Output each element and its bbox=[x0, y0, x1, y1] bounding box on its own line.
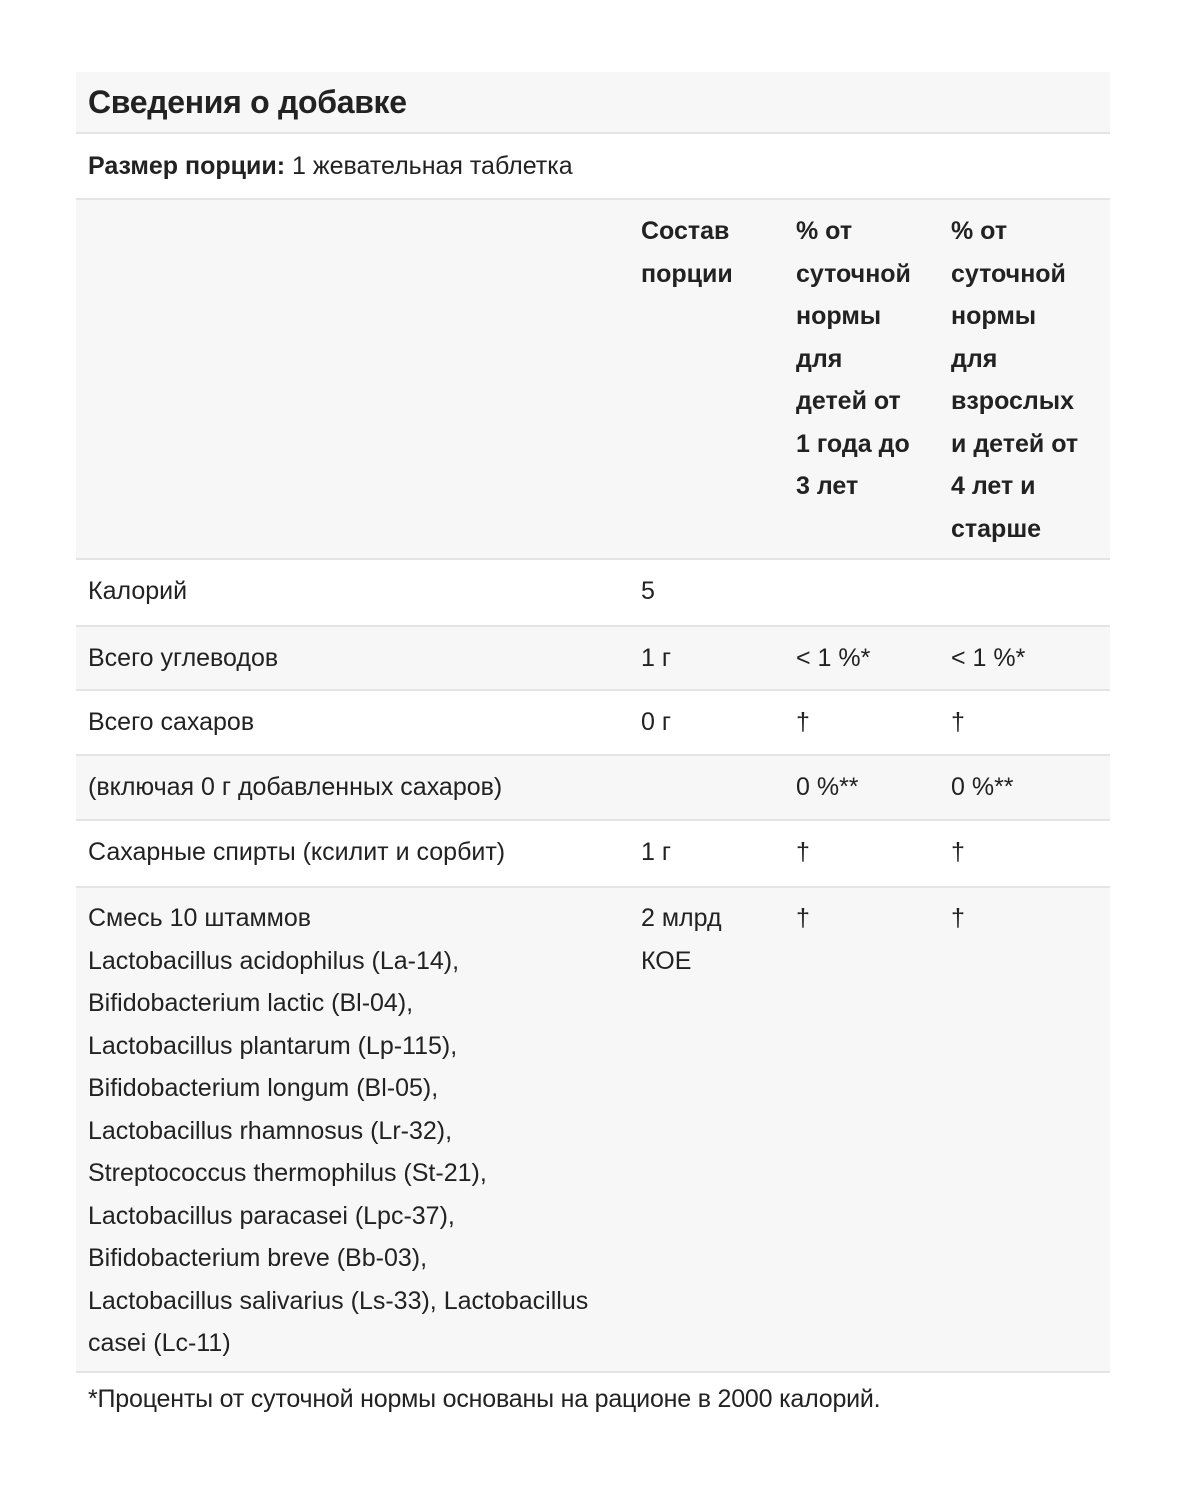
panel-title: Сведения о добавке bbox=[88, 83, 407, 120]
serving-size-label: Размер порции: bbox=[88, 151, 286, 180]
blend-dv-children: † bbox=[796, 904, 810, 932]
nutrient-name: Калорий bbox=[88, 577, 188, 605]
header-amount: Состав порции bbox=[641, 217, 733, 288]
nutrient-dv-children: † bbox=[796, 708, 810, 736]
probiotic-blend-row bbox=[76, 888, 1110, 1373]
nutrient-dv-children: 0 %** bbox=[796, 773, 859, 801]
serving-size-value: 1 жевательная таблетка bbox=[292, 151, 573, 180]
nutrient-dv-children: † bbox=[796, 838, 810, 866]
nutrient-amount: 1 г bbox=[641, 644, 671, 672]
nutrient-amount: 1 г bbox=[641, 838, 671, 866]
nutrient-amount: 0 г bbox=[641, 708, 671, 736]
nutrient-amount: 5 bbox=[641, 577, 655, 605]
nutrient-dv-adults: < 1 %* bbox=[951, 644, 1026, 672]
blend-dv-adults: † bbox=[951, 904, 965, 932]
nutrient-name: Всего углеводов bbox=[88, 644, 279, 672]
blend-strain-list: Смесь 10 штаммов Lactobacillus acidophilus (La-14), Bifidobacterium lactic (Bl-04), Lactobacillus plantarum (Lp-115), Bifidobacterium longum (Bl-05), Lactobacillus rhamnosus (Lr-32), Streptococcus thermophilus (St-21), Lactobacillus paracasei (Lpc-37), Bifidobacterium breve (Bb-03), Lactobacillus salivarius (Ls-33), Lactobacillus casei (Lc-11) bbox=[88, 904, 589, 1357]
nutrient-dv-children bbox=[796, 570, 951, 625]
nutrient-dv-adults bbox=[951, 570, 1110, 625]
table-row bbox=[76, 756, 1110, 821]
daily-value-footnote: *Проценты от суточной нормы основаны на рационе в 2000 калорий. bbox=[88, 1385, 881, 1413]
nutrient-dv-adults: † bbox=[951, 838, 965, 866]
header-dv-adults: % от суточной нормы для взрослых и детей от 4 лет и старше bbox=[951, 217, 1079, 543]
table-row bbox=[76, 627, 1110, 691]
table-row bbox=[76, 560, 1110, 627]
nutrient-dv-adults: † bbox=[951, 708, 965, 736]
serving-size-row bbox=[76, 134, 1110, 200]
header-name bbox=[76, 210, 641, 558]
nutrient-dv-adults: 0 %** bbox=[951, 773, 1014, 801]
panel-header bbox=[76, 72, 1110, 134]
table-row bbox=[76, 821, 1110, 888]
nutrient-name: (включая 0 г добавленных сахаров) bbox=[88, 773, 503, 801]
blend-amount: 2 млрд КОЕ bbox=[641, 904, 722, 975]
header-dv-children: % от суточной нормы для детей от 1 года до 3 лет bbox=[796, 217, 911, 500]
nutrient-name: Сахарные спирты (ксилит и сорбит) bbox=[88, 838, 506, 866]
table-row bbox=[76, 691, 1110, 756]
supplement-facts-panel bbox=[76, 72, 1110, 1414]
nutrient-dv-children: < 1 %* bbox=[796, 644, 871, 672]
nutrient-name: Всего сахаров bbox=[88, 708, 255, 736]
nutrient-amount bbox=[641, 766, 796, 819]
table-header-row bbox=[76, 200, 1110, 560]
